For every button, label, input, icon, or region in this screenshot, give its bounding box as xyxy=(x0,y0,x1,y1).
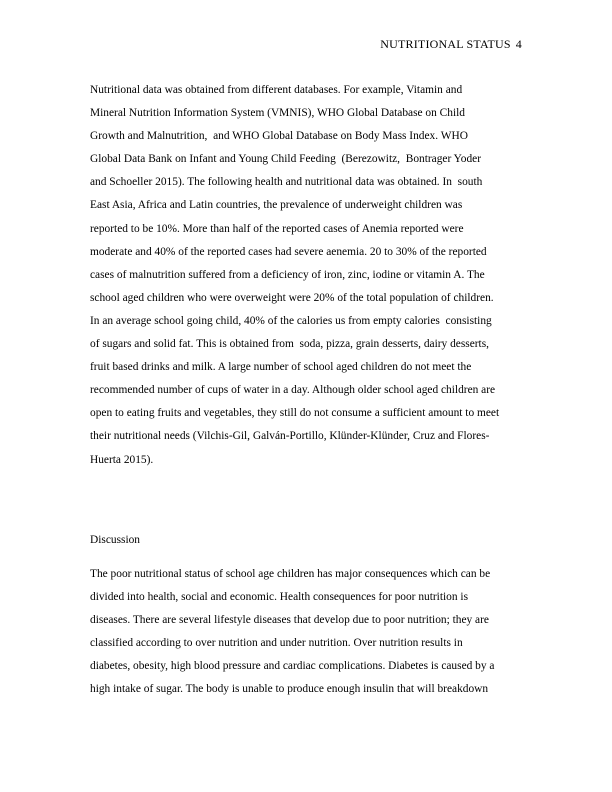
paragraph-discussion xyxy=(90,563,522,702)
text-line: In an average school going child, 40% of the calories us from empty calories consisting xyxy=(90,314,492,327)
running-head xyxy=(380,36,522,52)
text-line: of sugars and solid fat. This is obtained from soda, pizza, grain desserts, dairy desserts, xyxy=(90,338,490,351)
paragraph-nutritional-data xyxy=(90,79,522,472)
text-line: Growth and Malnutrition, and WHO Global Database on Body Mass Index. WHO xyxy=(90,130,468,143)
section-heading-discussion: Discussion xyxy=(90,534,140,546)
text-line: open to eating fruits and vegetables, they still do not consume a sufficient amount to meet xyxy=(90,407,500,420)
text-line: moderate and 40% of the reported cases had severe aenemia. 20 to 30% of the reported xyxy=(90,245,487,258)
text-line: East Asia, Africa and Latin countries, the prevalence of underweight children was xyxy=(90,199,463,212)
page-number: 4 xyxy=(515,37,522,51)
text-line: cases of malnutrition suffered from a deficiency of iron, zinc, iodine or vitamin A. The xyxy=(90,268,485,281)
text-line: recommended number of cups of water in a day. Although older school aged children are xyxy=(90,384,496,397)
text-line: Nutritional data was obtained from different databases. For example, Vitamin and xyxy=(90,84,463,96)
text-line: The poor nutritional status of school age children has major consequences which can be xyxy=(90,568,491,580)
text-line: classified according to over nutrition and under nutrition. Over nutrition results in xyxy=(90,637,463,650)
text-line: reported to be 10%. More than half of the reported cases of Anemia reported were xyxy=(90,222,464,235)
text-line: high intake of sugar. The body is unable to produce enough insulin that will breakdown xyxy=(90,683,489,696)
text-line: and Schoeller 2015). The following health and nutritional data was obtained. In south xyxy=(90,176,483,189)
text-line: Mineral Nutrition Information System (VMNIS), WHO Global Database on Child xyxy=(90,107,465,120)
text-line: diseases. There are several lifestyle diseases that develop due to poor nutrition; they are xyxy=(90,614,489,627)
text-line: Global Data Bank on Infant and Young Child Feeding (Berezowitz, Bontrager Yoder xyxy=(90,153,482,166)
text-line: Huerta 2015). xyxy=(90,453,154,466)
running-title: NUTRITIONAL STATUS xyxy=(380,37,511,51)
text-line: diabetes, obesity, high blood pressure and cardiac complications. Diabetes is caused by a xyxy=(90,660,495,673)
text-line: divided into health, social and economic. Health consequences for poor nutrition is xyxy=(90,591,469,604)
text-line: their nutritional needs (Vilchis-Gil, Galván-Portillo, Klünder-Klünder, Cruz and Flores- xyxy=(90,430,490,443)
text-line: school aged children who were overweight were 20% of the total population of children. xyxy=(90,291,494,304)
text-line: fruit based drinks and milk. A large number of school aged children do not meet the xyxy=(90,361,472,374)
